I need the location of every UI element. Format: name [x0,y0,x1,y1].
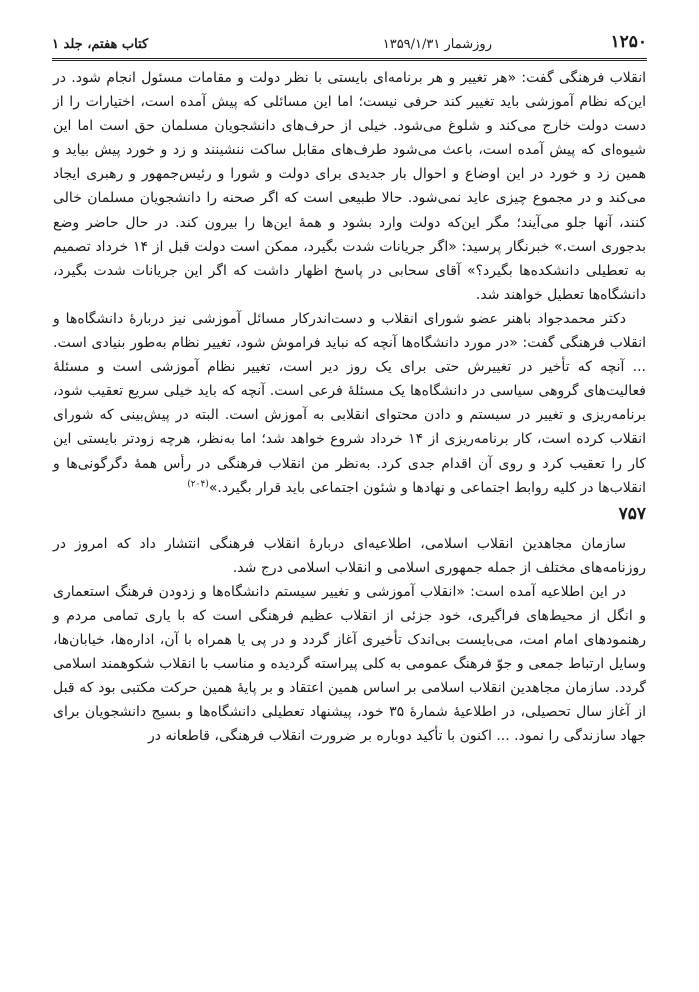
paragraph-2-text: دکتر محمدجواد باهنر عضو شورای انقلاب و دست‌اندرکار مسائل آموزشی نیز دربارهٔ دانشگاه‌ها و انقلاب فرهنگی گفت: «در مورد دانشگاه‌ها آنچه که نباید فراموش شود، تغییر نظام به‌طور بنیادی است. ... آنچه که تأخیر در تغییرش حتی برای یک روز دیر است، تغییر نظام آموزشی است و مسئلهٔ فعالیت‌های گروهی سیاسی در دانشگاه‌ها یک مسئلهٔ فرعی است. آنچه که باید خیلی سریع تعقیب شود، برنامه‌ریزی و تغییر در سیستم و دادن محتوای انقلابی به آموزش است. البته در پیش‌بینی که شورای انقلاب کرده است، کار برنامه‌ریزی از ۱۴ خرداد شروع خواهد شد؛ اما به‌نظر، هرچه زودتر بایستی این کار را تعقیب کرد و روی آن اقدام جدی کرد. به‌نظر من انقلاب فرهنگی در رأس همهٔ دگرگونی‌ها و انقلاب‌ها در کلیه روابط اجتماعی و نهادها و شئون اجتماعی باید قرار بگیرد.» [53,310,646,496]
header-rule [52,58,647,61]
paragraph-1: انقلاب فرهنگی گفت: «هر تغییر و هر برنامه‌ای بایستی با نظر دولت و مقامات مسئول انجام شود. در این‌که نظام آموزشی باید تغییر کند حرفی نیست؛ اما این مسائلی که پیش آمده است، اختیارات را از دست دولت خارج می‌کند و شلوغ می‌شود. خیلی از حرف‌های دانشجویان مسلمان حق است اما این شیوه‌ای که پیش آمده است، باعث می‌شود طرف‌های مقابل ساکت ننشینند و زد و خورد پیش بیاید و همین زد و خورد در این اوضاع و احوال بار جدیدی برای دولت و شورا و رئیس‌جمهور و رهبری ایجاد می‌کند و در مجموع چیزی عاید نمی‌شود. حالا طبیعی است که اگر صحنه را دانشجویان مسلمان خالی کنند، آنها جلو می‌آیند؛ مگر این‌که دولت وارد بشود و همهٔ این‌ها را بیرون کند. در حال حاضر وضع بدجوری است.» خبرنگار پرسید: «اگر جریانات شدت بگیرد، ممکن است دولت قبل از ۱۴ خرداد تصمیم به تعطیلی دانشکده‌ها بگیرد؟» آقای سحابی در پاسخ اظهار داشت که اگر این جریانات شدت بگیرد، دانشگاه‌ها تعطیل خواهند شد. [53,70,646,303]
paragraph-4: در این اطلاعیه آمده است: «انقلاب آموزشی و تغییر سیستم دانشگاه‌ها و زدودن فرهنگ استعماری و انگل از محیط‌های فراگیری، خود جزئی از انقلاب عظیم فرهنگی است که با یاری تمامی مردم و رهنمودهای امام امت، می‌بایست بی‌اندک تأخیری آغاز گردد و در پی یا همراه با آن، اداره‌ها، خیابان‌ها، وسایل ارتباط جمعی و جوّ فرهنگ عمومی به کلی پیراسته گردیده و مناسب با انقلاب شکوهمند اسلامی گردد. سازمان مجاهدین انقلاب اسلامی بر اساس همین اعتقاد و بر پایهٔ همین حرکت مکتبی بود که قبل از آغاز سال تحصیلی، در اطلاعیهٔ شمارهٔ ۳۵ خود، پیشنهاد تعطیلی دانشگاه‌ها و بسیج دانشجویان برای جهاد سازندگی را نمود. ... اکنون با تأکید دوباره بر ضرورت انقلاب فرهنگی، قاطعانه در [53,583,646,745]
page-body [53,66,646,749]
header-date: روزشمار ۱۳۵۹/۱/۳۱ [382,37,492,52]
footnote-ref: (۲۰۴) [187,478,209,489]
book-title: کتاب هفتم، جلد ۱ [52,37,149,52]
page-header [52,30,647,54]
page-number: ۱۲۵۰ [610,32,647,52]
entry-number: ۷۵۷ [618,503,646,524]
paragraph-2 [53,307,646,500]
paragraph-3: سازمان مجاهدین انقلاب اسلامی، اطلاعیه‌ای دربارهٔ انقلاب فرهنگی انتشار داد که امروز در روزنامه‌های مختلف از جمله جمهوری اسلامی و انقلاب اسلامی درج شد. [53,535,646,576]
